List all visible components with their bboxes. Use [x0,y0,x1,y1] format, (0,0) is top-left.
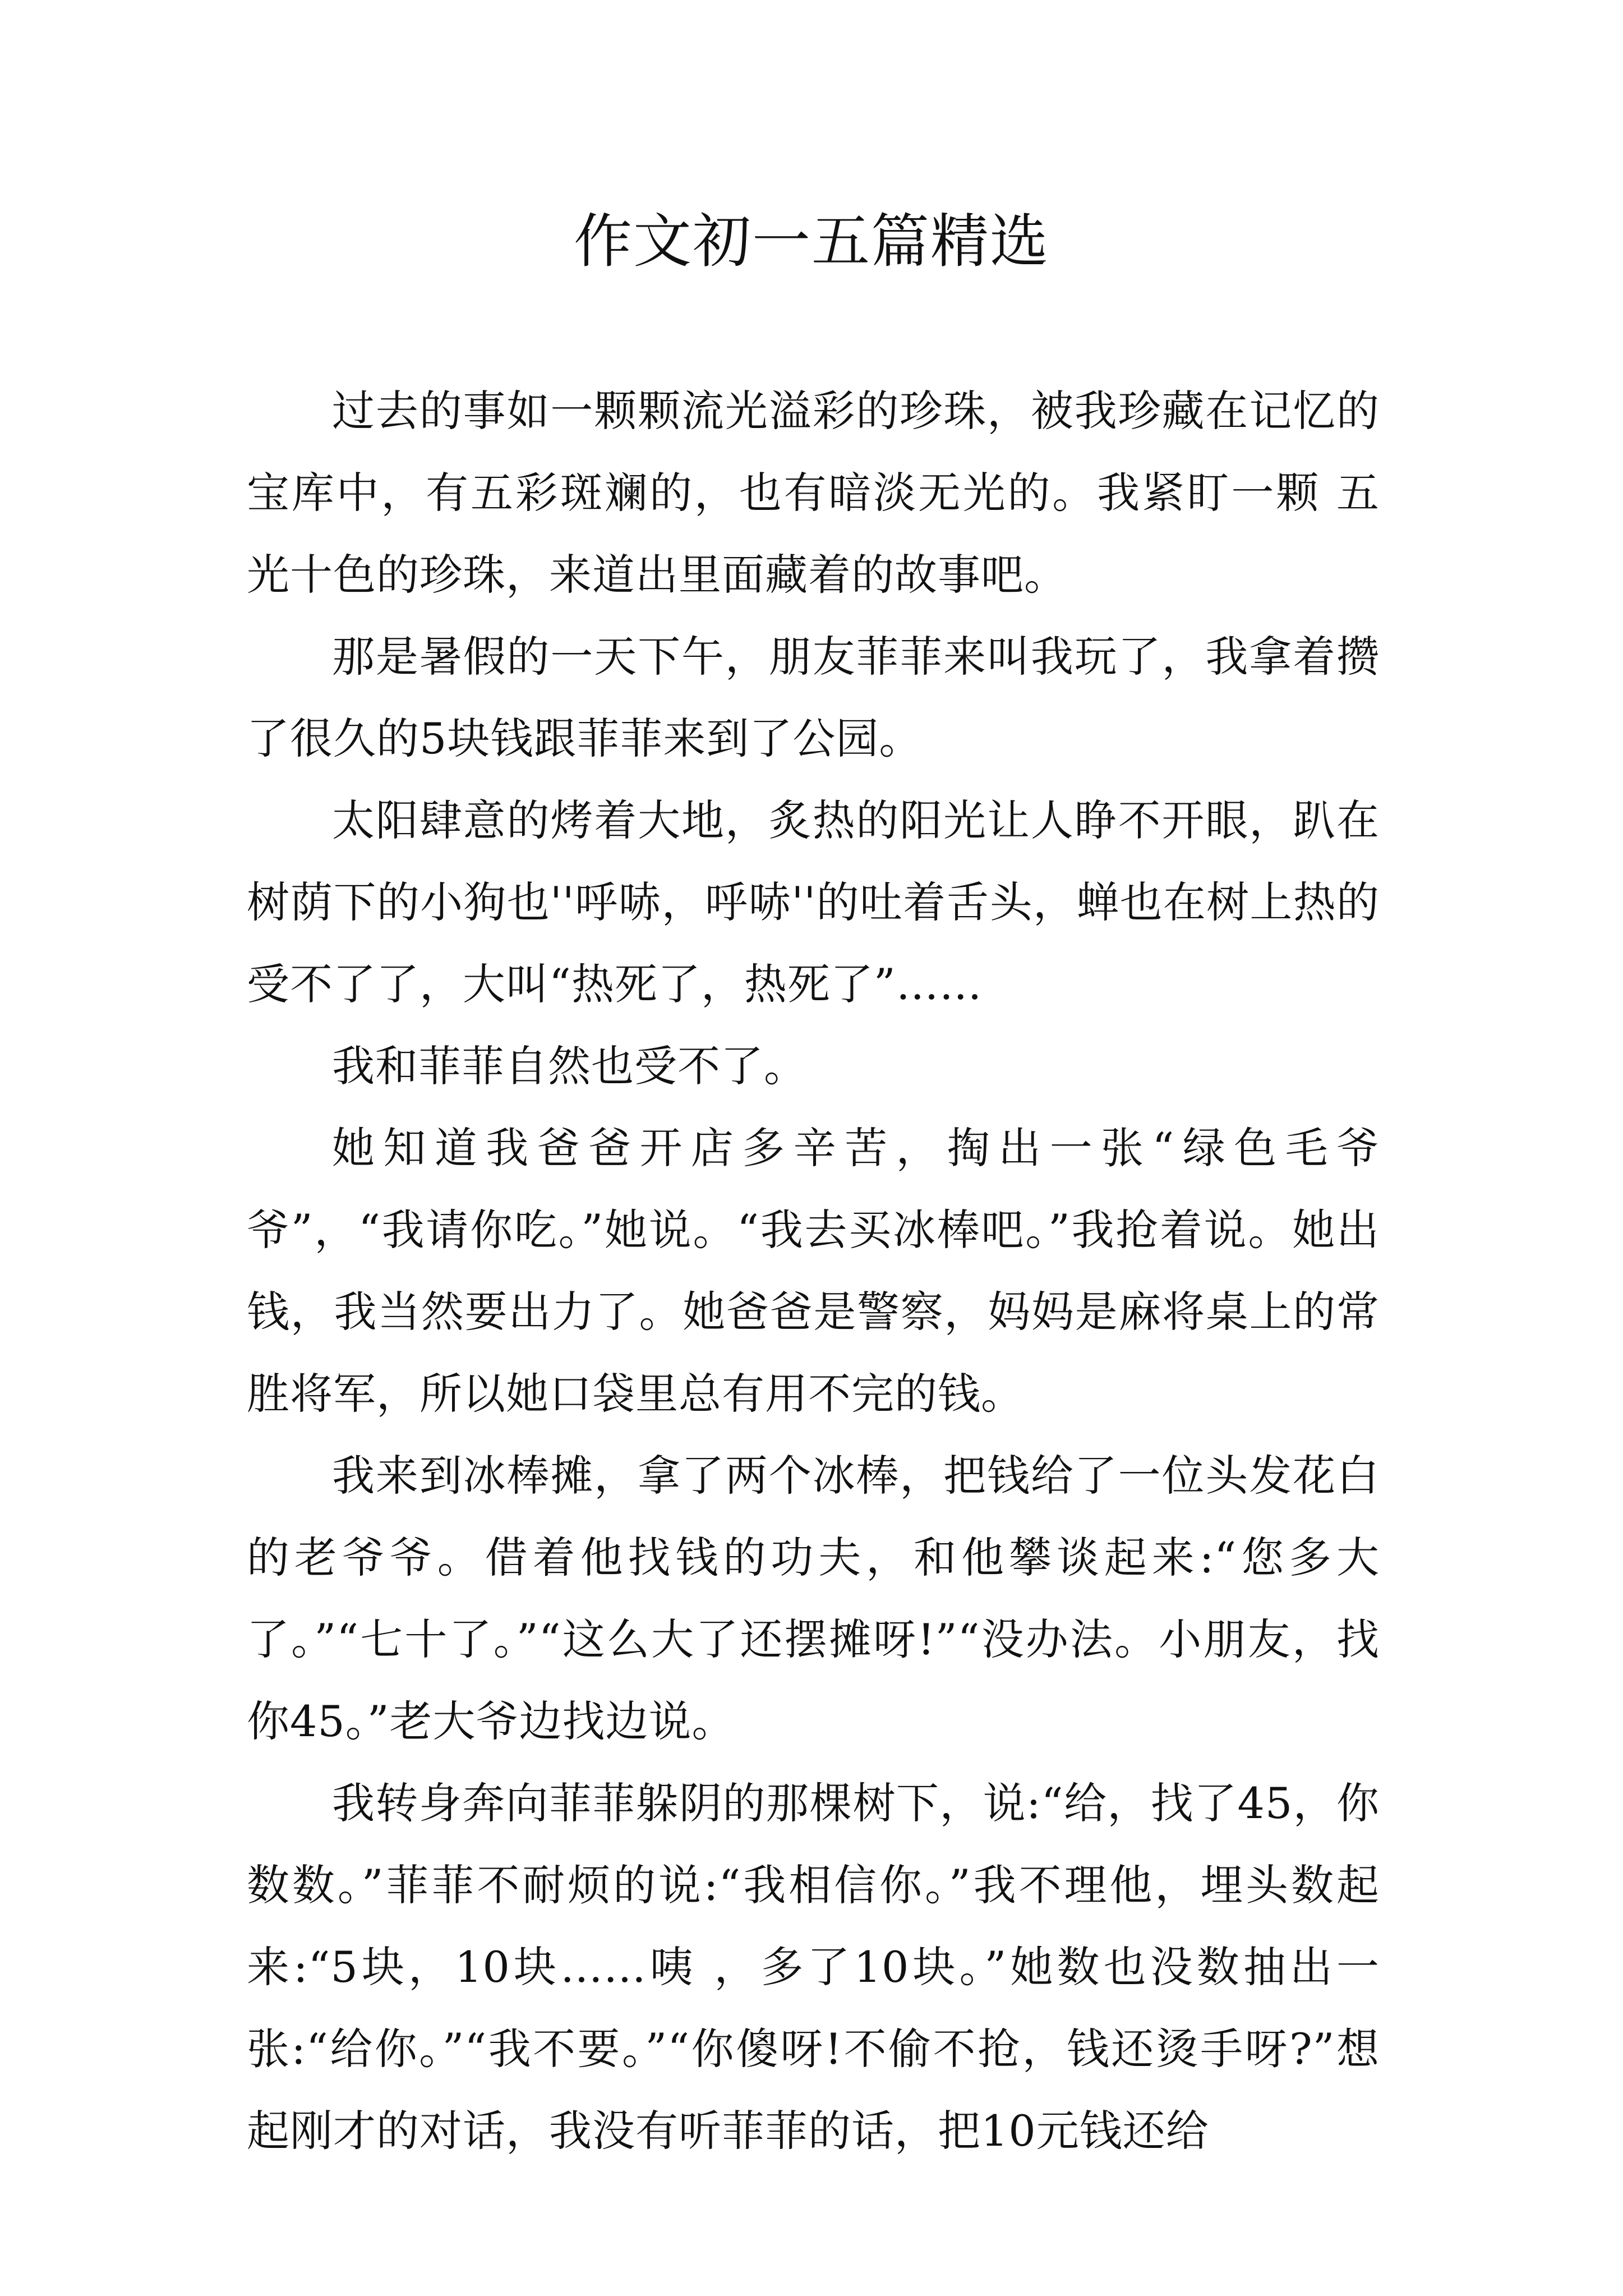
paragraph: 她知道我爸爸开店多辛苦，掏出一张“绿色毛爷爷”，“我请你吃。”她说。“我去买冰棒吧。”我抢着说。她出钱，我当然要出力了。她爸爸是警察，妈妈是麻将桌上的常胜将军，所以她口袋里总有用不完的钱。 [247,1123,1380,1419]
document-body [247,370,1380,2172]
document-title: 作文初一五篇精选 [573,207,1049,275]
paragraph: 我来到冰棒摊，拿了两个冰棒，把钱给了一位头发花白的老爷爷。借着他找钱的功夫，和他攀谈起来:“您多大了。”“七十了。”“这么大了还摆摊呀!”“没办法。小朋友，找你45。”老大爷边找边说。 [247,1451,1380,1746]
paragraph: 我转身奔向菲菲躲阴的那棵树下，说:“给，找了45，你数数。”菲菲不耐烦的说:“我相信你。”我不理他，埋头数起来:“5块，10块……咦 ，多了10块。”她数也没数抽出一张:“给你。”“我不要。”“你傻呀!不偷不抢，钱还烫手呀?”想起刚才的对话，我没有听菲菲的话，把10元钱还给 [247,1778,1380,2156]
paragraph: 过去的事如一颗颗流光溢彩的珍珠，被我珍藏在记忆的宝库中，有五彩斑斓的，也有暗淡无光的。我紧盯一颗 五光十色的珍珠，来道出里面藏着的故事吧。 [247,386,1380,600]
paragraph: 太阳肆意的烤着大地，炙热的阳光让人睁不开眼，趴在树荫下的小狗也''呼哧，呼哧''的吐着舌头，蝉也在树上热的受不了了，大叫“热死了，热死了”…… [247,795,1380,1009]
paragraph: 那是暑假的一天下午，朋友菲菲来叫我玩了，我拿着攒了很久的5块钱跟菲菲来到了公园。 [247,632,1380,763]
paragraph: 我和菲菲自然也受不了。 [332,1041,807,1091]
